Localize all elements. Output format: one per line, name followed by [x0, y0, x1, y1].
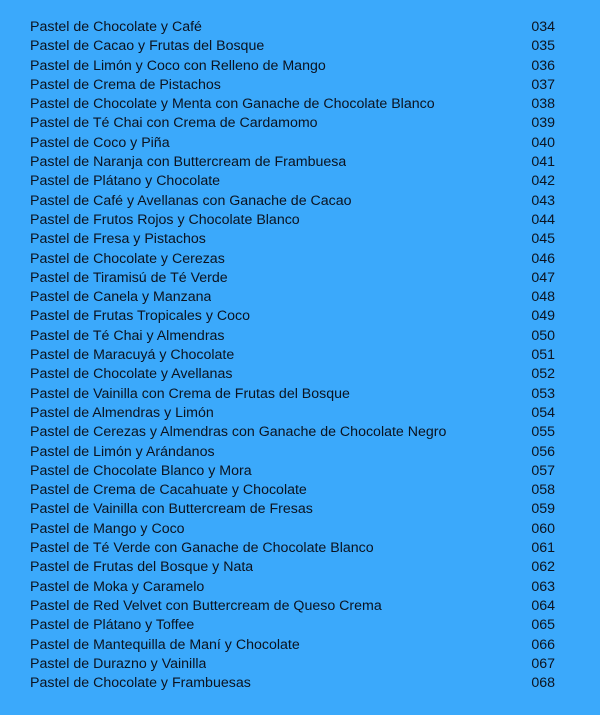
toc-entry [30, 250, 555, 269]
toc-entry [30, 211, 555, 230]
toc-list [30, 18, 555, 693]
toc-entry [30, 153, 555, 172]
entry-title: Pastel de Maracuyá y Chocolate [30, 347, 235, 364]
entry-title: Pastel de Frutas Tropicales y Coco [30, 308, 251, 325]
entry-title: Pastel de Cerezas y Almendras con Ganache de Chocolate Negro [30, 424, 447, 441]
entry-title: Pastel de Limón y Coco con Relleno de Mango [30, 57, 326, 74]
toc-entry [30, 443, 555, 462]
entry-page-number: 039 [531, 115, 555, 132]
entry-page-number: 038 [531, 96, 555, 113]
toc-entry [30, 597, 555, 616]
entry-title: Pastel de Crema de Pistachos [30, 76, 221, 93]
entry-page-number: 061 [531, 540, 555, 557]
entry-title: Pastel de Moka y Caramelo [30, 578, 205, 595]
toc-entry [30, 481, 555, 500]
toc-entry [30, 500, 555, 519]
toc-entry [30, 578, 555, 597]
entry-title: Pastel de Tiramisú de Té Verde [30, 269, 228, 286]
entry-page-number: 054 [531, 404, 555, 421]
entry-title: Pastel de Plátano y Chocolate [30, 173, 221, 190]
toc-entry [30, 307, 555, 326]
entry-page-number: 060 [531, 520, 555, 537]
toc-entry [30, 327, 555, 346]
entry-title: Pastel de Té Chai y Almendras [30, 327, 225, 344]
entry-page-number: 048 [531, 289, 555, 306]
toc-entry [30, 192, 555, 211]
entry-title: Pastel de Durazno y Vainilla [30, 655, 207, 672]
entry-title: Pastel de Chocolate Blanco y Mora [30, 462, 252, 479]
toc-entry [30, 520, 555, 539]
entry-title: Pastel de Cacao y Frutas del Bosque [30, 38, 265, 55]
toc-entry [30, 134, 555, 153]
entry-title: Pastel de Canela y Manzana [30, 289, 212, 306]
entry-page-number: 049 [531, 308, 555, 325]
entry-title: Pastel de Almendras y Limón [30, 404, 214, 421]
toc-entry [30, 172, 555, 191]
entry-page-number: 044 [531, 211, 555, 228]
toc-entry [30, 616, 555, 635]
entry-page-number: 050 [531, 327, 555, 344]
entry-title: Pastel de Plátano y Toffee [30, 617, 195, 634]
entry-page-number: 042 [531, 173, 555, 190]
toc-entry [30, 365, 555, 384]
entry-page-number: 041 [531, 154, 555, 171]
entry-title: Pastel de Vainilla con Buttercream de Fresas [30, 501, 313, 518]
entry-title: Pastel de Café y Avellanas con Ganache de Cacao [30, 192, 352, 209]
entry-page-number: 068 [531, 675, 555, 692]
toc-entry [30, 539, 555, 558]
entry-page-number: 063 [531, 578, 555, 595]
toc-entry [30, 288, 555, 307]
toc-entry [30, 423, 555, 442]
entry-title: Pastel de Té Chai con Crema de Cardamomo [30, 115, 318, 132]
entry-title: Pastel de Coco y Piña [30, 134, 170, 151]
entry-title: Pastel de Frutos Rojos y Chocolate Blanco [30, 211, 300, 228]
entry-page-number: 055 [531, 424, 555, 441]
entry-title: Pastel de Fresa y Pistachos [30, 231, 206, 248]
entry-page-number: 062 [531, 559, 555, 576]
entry-title: Pastel de Chocolate y Menta con Ganache de Chocolate Blanco [30, 96, 435, 113]
entry-page-number: 035 [531, 38, 555, 55]
entry-page-number: 067 [531, 655, 555, 672]
entry-page-number: 065 [531, 617, 555, 634]
toc-entry [30, 18, 555, 37]
toc-entry [30, 76, 555, 95]
entry-page-number: 043 [531, 192, 555, 209]
toc-entry [30, 385, 555, 404]
entry-page-number: 045 [531, 231, 555, 248]
toc-entry [30, 57, 555, 76]
toc-entry [30, 346, 555, 365]
toc-entry [30, 37, 555, 56]
toc-entry [30, 230, 555, 249]
entry-page-number: 057 [531, 462, 555, 479]
entry-title: Pastel de Crema de Cacahuate y Chocolate [30, 482, 307, 499]
entry-page-number: 037 [531, 76, 555, 93]
entry-title: Pastel de Frutas del Bosque y Nata [30, 559, 254, 576]
entry-title: Pastel de Chocolate y Avellanas [30, 366, 233, 383]
entry-page-number: 059 [531, 501, 555, 518]
toc-entry [30, 655, 555, 674]
entry-page-number: 053 [531, 385, 555, 402]
entry-title: Pastel de Chocolate y Cerezas [30, 250, 225, 267]
entry-page-number: 056 [531, 443, 555, 460]
entry-page-number: 051 [531, 347, 555, 364]
toc-entry [30, 404, 555, 423]
entry-title: Pastel de Chocolate y Frambuesas [30, 675, 251, 692]
entry-title: Pastel de Naranja con Buttercream de Frambuesa [30, 154, 347, 171]
toc-entry [30, 269, 555, 288]
toc-entry [30, 95, 555, 114]
entry-page-number: 052 [531, 366, 555, 383]
entry-page-number: 058 [531, 482, 555, 499]
entry-title: Pastel de Red Velvet con Buttercream de Queso Crema [30, 597, 382, 614]
entry-page-number: 040 [531, 134, 555, 151]
toc-entry [30, 114, 555, 133]
entry-title: Pastel de Mantequilla de Maní y Chocolate [30, 636, 300, 653]
toc-entry [30, 462, 555, 481]
toc-entry [30, 558, 555, 577]
entry-page-number: 034 [531, 19, 555, 35]
entry-page-number: 066 [531, 636, 555, 653]
entry-page-number: 046 [531, 250, 555, 267]
entry-page-number: 064 [531, 597, 555, 614]
entry-title: Pastel de Vainilla con Crema de Frutas del Bosque [30, 385, 350, 402]
toc-entry [30, 636, 555, 655]
toc-entry [30, 674, 555, 693]
entry-title: Pastel de Limón y Arándanos [30, 443, 215, 460]
entry-title: Pastel de Té Verde con Ganache de Chocolate Blanco [30, 540, 374, 557]
entry-page-number: 036 [531, 57, 555, 74]
entry-title: Pastel de Mango y Coco [30, 520, 185, 537]
entry-page-number: 047 [531, 269, 555, 286]
entry-title: Pastel de Chocolate y Café [30, 19, 202, 35]
